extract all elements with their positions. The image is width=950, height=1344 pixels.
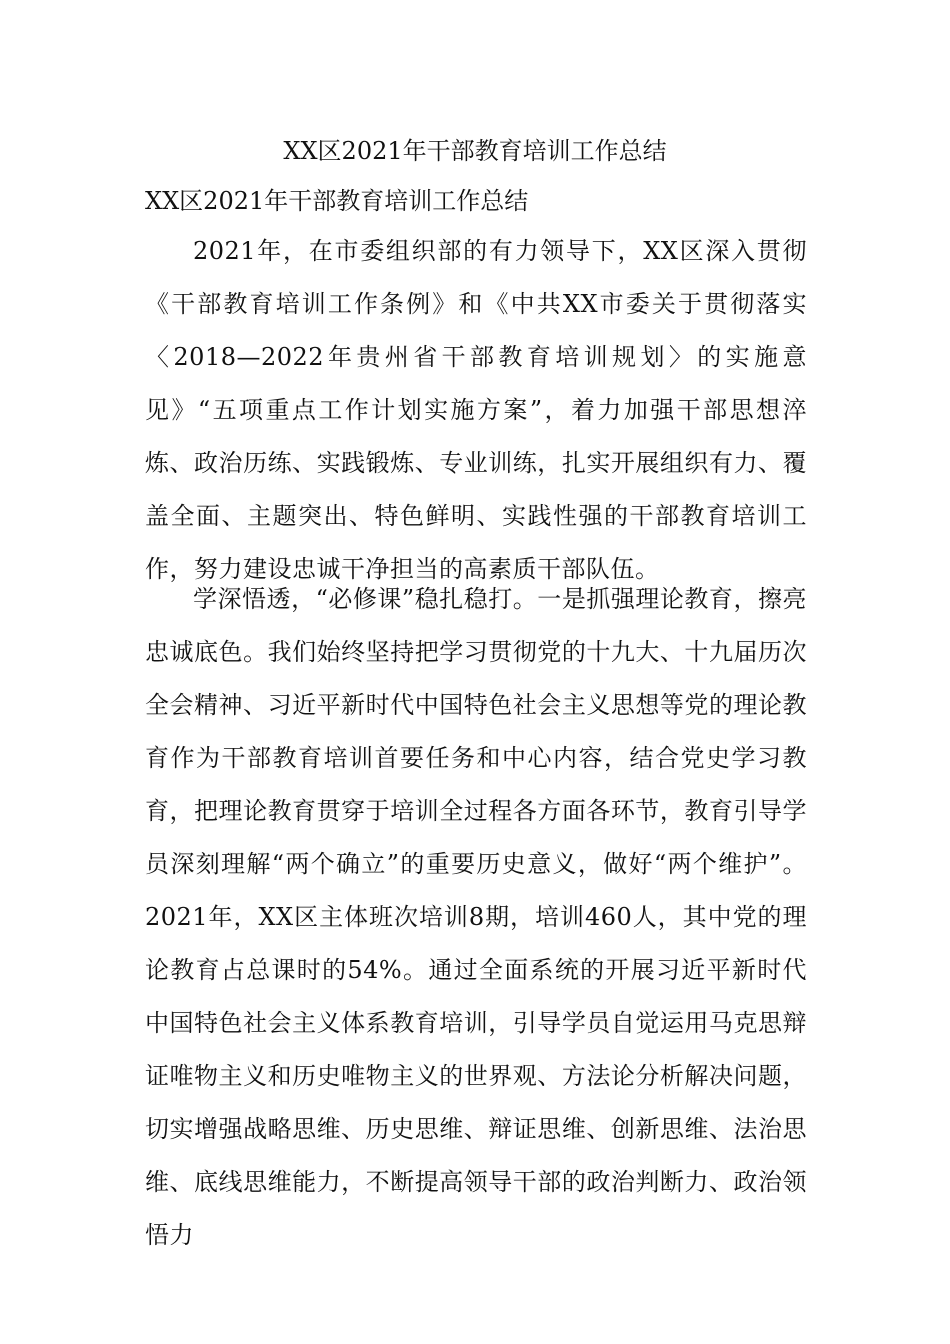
- document-subtitle: XX区2021年干部教育培训工作总结: [145, 187, 529, 215]
- body-paragraph: 2021年，在市委组织部的有力领导下，XX区深入贯彻《干部教育培训工作条例》和《中共XX市委关于贯彻落实〈2018—2022年贵州省干部教育培训规划〉的实施意见》“五项重点工作计划实施方案”，着力加强干部思想淬炼、政治历练、实践锻炼、专业训练，扎实开展组织有力、覆盖全面、主题突出、特色鲜明、实践性强的干部教育培训工作，努力建设忠诚干净担当的高素质干部队伍。: [145, 237, 807, 583]
- body-paragraph: 学深悟透，“必修课”稳扎稳打。一是抓强理论教育，擦亮忠诚底色。我们始终坚持把学习贯彻党的十九大、十九届历次全会精神、习近平新时代中国特色社会主义思想等党的理论教育作为干部教育培训首要任务和中心内容，结合党史学习教育，把理论教育贯穿于培训全过程各方面各环节，教育引导学员深刻理解“两个确立”的重要历史意义，做好“两个维护”。2021年，XX区主体班次培训8期，培训460人，其中党的理论教育占总课时的54%。通过全面系统的开展习近平新时代中国特色社会主义体系教育培训，引导学员自觉运用马克思辩证唯物主义和历史唯物主义的世界观、方法论分析解决问题，切实增强战略思维、历史思维、辩证思维、创新思维、法治思维、底线思维能力，不断提高领导干部的政治判断力、政治领悟力: [145, 585, 807, 1249]
- document-title: XX区2021年干部教育培训工作总结: [283, 137, 667, 165]
